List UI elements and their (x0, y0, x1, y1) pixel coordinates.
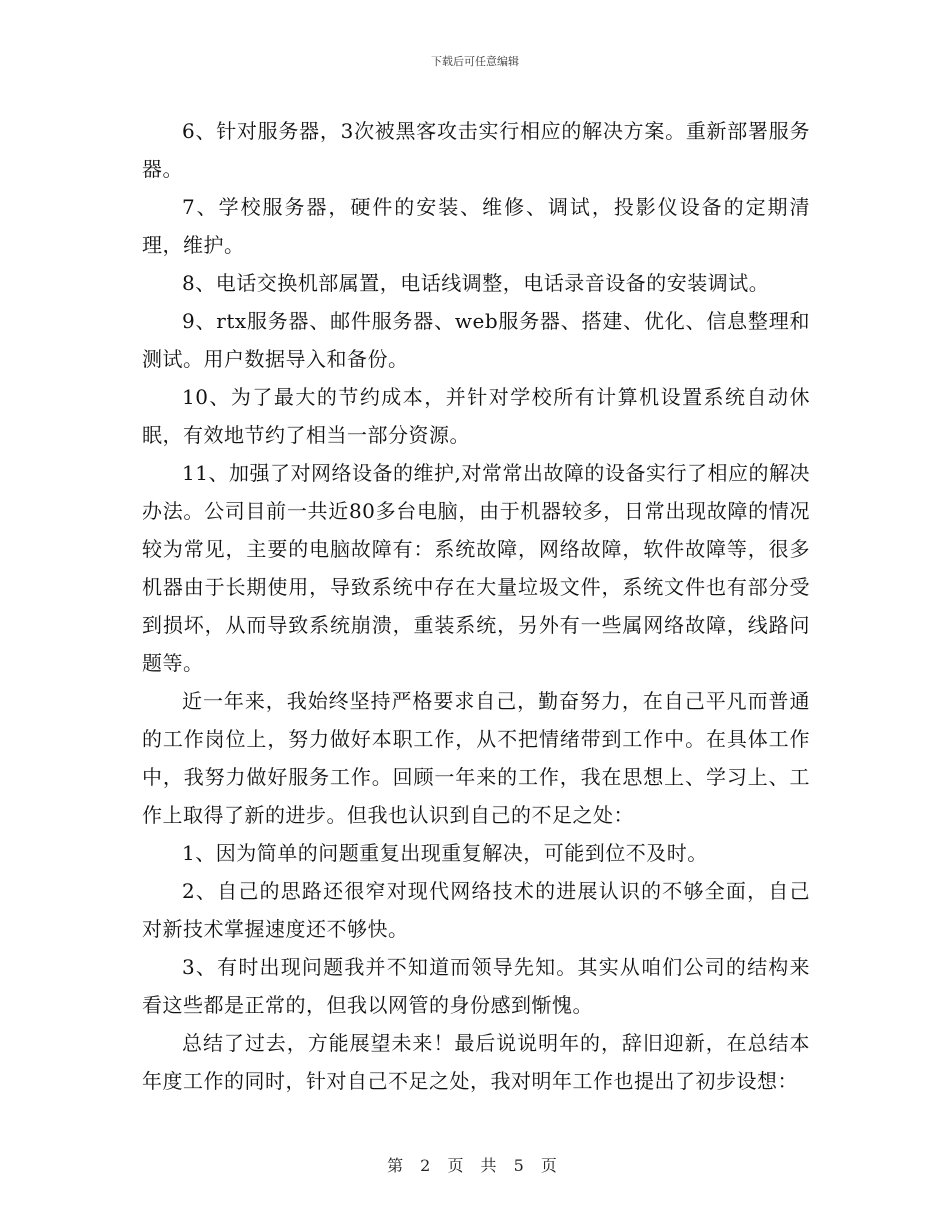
paragraph-shortcoming-1: 1、因为简单的问题重复出现重复解决，可能到位不及时。 (182, 841, 708, 865)
document-body (142, 112, 810, 1100)
paragraph-item-8: 8、电话交换机部属置，电话线调整，电话录音设备的安装调试。 (182, 271, 770, 295)
paragraph-item-9: 9、rtx服务器、邮件服务器、web服务器、搭建、优化、信息整理和测试。用户数据导入和备份。 (142, 309, 810, 371)
page-header: 下载后可任意编辑 (431, 55, 519, 68)
paragraph-item-7: 7、学校服务器，硬件的安装、维修、调试，投影仪设备的定期清理，维护。 (142, 195, 810, 257)
paragraph-outlook: 总结了过去，方能展望未来！最后说说明年的，辞旧迎新，在总结本年度工作的同时，针对自己不足之处，我对明年工作也提出了初步设想： (142, 1031, 810, 1093)
paragraph-summary: 近一年来，我始终坚持严格要求自己，勤奋努力，在自己平凡而普通的工作岗位上，努力做好本职工作，从不把情绪带到工作中。在具体工作中，我努力做好服务工作。回顾一年来的工作，我在思想上、学习上、工作上取得了新的进步。但我也认识到自己的不足之处： (142, 689, 810, 827)
page-number-footer: 第 2 页 共 5 页 (387, 1156, 563, 1175)
paragraph-shortcoming-3: 3、有时出现问题我并不知道而领导先知。其实从咱们公司的结构来看这些都是正常的，但我以网管的身份感到惭愧。 (142, 955, 810, 1017)
paragraph-item-11: 11、加强了对网络设备的维护,对常常出故障的设备实行了相应的解决办法。公司目前一共近80多台电脑，由于机器较多，日常出现故障的情况较为常见，主要的电脑故障有：系统故障，网络故障，软件故障等，很多机器由于长期使用，导致系统中存在大量垃圾文件，系统文件也有部分受到损坏，从而导致系统崩溃，重装系统，另外有一些属网络故障，线路问题等。 (142, 461, 810, 675)
paragraph-item-10: 10、为了最大的节约成本，并针对学校所有计算机设置系统自动休眠，有效地节约了相当一部分资源。 (142, 385, 810, 447)
paragraph-item-6: 6、针对服务器，3次被黑客攻击实行相应的解决方案。重新部署服务器。 (142, 119, 810, 181)
paragraph-shortcoming-2: 2、自己的思路还很窄对现代网络技术的进展认识的不够全面，自己对新技术掌握速度还不够快。 (142, 879, 810, 941)
